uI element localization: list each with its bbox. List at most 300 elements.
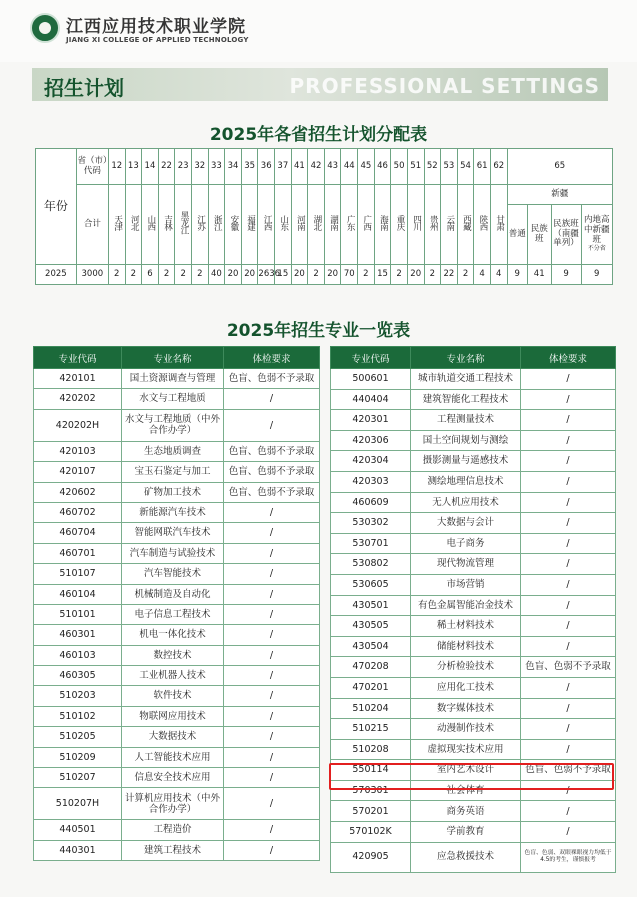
province-name: 福建 [245,215,256,231]
banner-title-en: PROFESSIONAL SETTINGS [289,74,600,98]
table-row [331,492,616,513]
table-row [34,389,320,409]
major-req-cell: / [224,625,320,645]
major-req-cell: / [224,686,320,706]
table-row [34,604,320,624]
province-value-cell: 2 [457,265,474,285]
xinjiang-sub-label: 民族班（南疆单列） [553,218,579,249]
col-header-name: 专业名称 [122,347,224,369]
major-req-cell: / [521,801,616,822]
province-name-cell [341,185,358,265]
province-code-cell: 50 [391,149,408,185]
major-req-cell: / [521,636,616,657]
province-code-cell: 41 [291,149,308,185]
province-value-cell: 2 [175,265,192,285]
major-name-cell: 电子信息工程技术 [122,604,224,624]
major-req-cell: / [521,780,616,801]
major-name-cell: 新能源汽车技术 [122,502,224,522]
major-req-cell: / [521,574,616,595]
major-name-cell: 宝玉石鉴定与加工 [122,462,224,482]
table-row [34,706,320,726]
major-req-cell: / [224,706,320,726]
table-row [34,645,320,665]
province-code-cell: 35 [241,149,258,185]
major-name-cell: 工程测量技术 [411,410,521,431]
major-name-cell: 市场营销 [411,574,521,595]
majors-title: 2025年招生专业一览表 [226,321,411,341]
table-row [34,840,320,860]
province-code-cell: 32 [191,149,208,185]
province-name: 浙江 [212,215,223,231]
province-code-cell: 36 [258,149,275,185]
province-code-cell: 12 [108,149,125,185]
major-req-cell: / [224,389,320,409]
province-name: 西藏 [461,215,472,231]
major-name-cell: 数字媒体技术 [411,698,521,719]
table-row [34,666,320,686]
col-header-code: 专业代码 [34,347,122,369]
major-req-cell: / [224,584,320,604]
province-name-cell [324,185,341,265]
major-name-cell: 物联网应用技术 [122,706,224,726]
major-name-cell: 水文与工程地质 [122,389,224,409]
major-code-cell: 420202 [34,389,122,409]
col-header-code: 专业代码 [331,347,411,369]
major-code-cell: 570301 [331,780,411,801]
xinjiang-value-cell: 9 [581,265,612,285]
province-value-cell: 2 [358,265,375,285]
major-req-cell: / [224,604,320,624]
province-name: 安徽 [228,215,239,231]
major-name-cell: 国土空间规划与测绘 [411,430,521,451]
major-req-cell: 色盲、色弱不予录取 [224,441,320,461]
major-code-cell: 510204 [331,698,411,719]
major-name-cell: 生态地质调查 [122,441,224,461]
province-code-cell: 52 [424,149,441,185]
major-code-cell: 420107 [34,462,122,482]
major-req-cell: 色盲、色弱不予录取 [224,482,320,502]
major-code-cell: 460702 [34,502,122,522]
table-row [331,471,616,492]
major-req-cell: 色盲、色弱不予录取 [521,657,616,678]
col-header-name: 专业名称 [411,347,521,369]
majors-table-right [330,346,616,873]
province-code-cell: 14 [142,149,159,185]
province-code-cell: 33 [208,149,225,185]
major-name-cell: 无人机应用技术 [411,492,521,513]
table-row [34,820,320,840]
province-value-cell: 22 [441,265,458,285]
table-row [34,462,320,482]
province-name-cell [374,185,391,265]
highlight-box [329,763,614,790]
school-name-en: JIANG XI COLLEGE OF APPLIED TECHNOLOGY [66,36,249,44]
major-name-cell: 汽车制造与试验技术 [122,543,224,563]
province-code-cell: 62 [490,149,507,185]
province-name-cell [358,185,375,265]
province-code-cell: 54 [457,149,474,185]
province-name: 天津 [112,215,123,231]
major-name-cell: 大数据与会计 [411,513,521,534]
province-name-cell [258,185,275,265]
major-req-cell: 色盲、色弱、双眼裸眼视力均低于4.5的考生，谨慎报考 [521,842,616,872]
province-name-cell [175,185,192,265]
province-value-cell: 20 [291,265,308,285]
province-name: 河南 [295,215,306,231]
province-value-cell: 15 [374,265,391,285]
major-req-cell: 色盲、色弱不予录取 [224,462,320,482]
major-req-cell: / [521,369,616,390]
province-name-cell [391,185,408,265]
table-row [34,788,320,820]
major-req-cell: / [521,739,616,760]
major-name-cell: 信息安全技术应用 [122,768,224,788]
section-banner [32,68,608,101]
province-code-cell: 53 [441,149,458,185]
province-name: 山东 [278,215,289,231]
major-name-cell: 测绘地理信息技术 [411,471,521,492]
province-value-cell: 2 [191,265,208,285]
province-code-cell: 23 [175,149,192,185]
major-name-cell: 数控技术 [122,645,224,665]
major-name-cell: 机械制造及自动化 [122,584,224,604]
province-value-cell: 2636 [258,265,275,285]
major-req-cell: / [521,595,616,616]
major-name-cell: 计算机应用技术（中外合作办学） [122,788,224,820]
major-name-cell: 室内艺术设计 [411,760,521,781]
major-name-cell: 软件技术 [122,686,224,706]
table-row [331,636,616,657]
major-name-cell: 汽车智能技术 [122,564,224,584]
province-name: 湖北 [311,215,322,231]
major-req-cell: / [521,492,616,513]
xinjiang-sub-label: 民族班 [530,223,548,244]
allocation-title: 2025年各省招生计划分配表 [209,125,428,145]
province-code-cell: 44 [341,149,358,185]
major-code-cell: 510101 [34,604,122,624]
table-row [34,584,320,604]
year-header: 年份 [36,149,77,265]
province-value-cell: 20 [324,265,341,285]
province-name: 重庆 [394,215,405,231]
major-req-cell: / [521,719,616,740]
major-req-cell: / [521,451,616,472]
province-name: 湖南 [328,215,339,231]
province-value-cell: 2 [391,265,408,285]
major-name-cell: 学前教育 [411,822,521,843]
major-code-cell: 510102 [34,706,122,726]
province-code-cell: 45 [358,149,375,185]
province-value-cell: 6 [142,265,159,285]
province-name-cell [275,185,292,265]
major-req-cell: / [224,788,320,820]
table-row [331,677,616,698]
province-code-cell: 43 [324,149,341,185]
major-code-cell: 530802 [331,554,411,575]
major-req-cell: 色盲、色弱不予录取 [521,760,616,781]
major-req-cell: / [224,502,320,522]
province-name: 海南 [378,215,389,231]
major-name-cell: 电子商务 [411,533,521,554]
major-name-cell: 应急救援技术 [411,842,521,872]
table-row [331,574,616,595]
major-name-cell: 城市轨道交通工程技术 [411,369,521,390]
major-name-cell: 建筑智能化工程技术 [411,389,521,410]
province-name-cell [191,185,208,265]
major-code-cell: 530605 [331,574,411,595]
major-req-cell: / [521,616,616,637]
province-value-cell: 2 [158,265,175,285]
major-req-cell: / [224,645,320,665]
major-code-cell: 510209 [34,747,122,767]
xinjiang-sub-label: 普通 [508,228,526,239]
province-code-cell: 34 [225,149,242,185]
major-req-cell: / [521,471,616,492]
major-req-cell: / [224,523,320,543]
xinjiang-value-cell: 9 [507,265,527,285]
province-code-cell: 37 [275,149,292,185]
province-name-cell [308,185,325,265]
page-header [0,0,637,62]
table-row [331,451,616,472]
table-row [331,389,616,410]
province-name-cell [291,185,308,265]
table-row [331,842,616,872]
major-name-cell: 现代物流管理 [411,554,521,575]
major-req-cell: / [521,554,616,575]
major-name-cell: 工程造价 [122,820,224,840]
table-row [331,822,616,843]
banner-title: 招生计划 [44,76,124,100]
major-code-cell: 420905 [331,842,411,872]
major-req-cell: / [521,822,616,843]
province-name: 广东 [345,215,356,231]
table-row [34,768,320,788]
major-req-cell: / [521,533,616,554]
major-name-cell: 分析检验技术 [411,657,521,678]
table-row [34,523,320,543]
table-row [331,554,616,575]
major-req-cell: 色盲、色弱不予录取 [224,369,320,389]
table-row [331,801,616,822]
province-value-cell: 15 [275,265,292,285]
major-name-cell: 工业机器人技术 [122,666,224,686]
major-name-cell: 摄影测量与遥感技术 [411,451,521,472]
major-name-cell: 人工智能技术应用 [122,747,224,767]
province-name: 广西 [361,215,372,231]
major-code-cell: 440404 [331,389,411,410]
major-code-cell: 530302 [331,513,411,534]
province-name: 陕西 [478,215,489,231]
table-row [331,595,616,616]
major-name-cell: 国土资源调查与管理 [122,369,224,389]
major-req-cell: / [224,727,320,747]
table-row [331,513,616,534]
major-code-cell: 430505 [331,616,411,637]
xinjiang-sub-header [527,205,551,265]
code-header: 省（市）代码 [76,149,108,185]
major-req-cell: / [224,768,320,788]
major-req-cell: / [521,513,616,534]
major-name-cell: 应用化工技术 [411,677,521,698]
table-row [34,564,320,584]
xinjiang-sub-header [551,205,581,265]
province-name: 山西 [145,215,156,231]
major-code-cell: 510107 [34,564,122,584]
table-row [331,657,616,678]
allocation-table [35,148,613,285]
majors-table-left [33,346,320,861]
province-name: 贵州 [428,215,439,231]
table-row [34,747,320,767]
province-name: 甘肃 [494,215,505,231]
province-name: 四川 [411,215,422,231]
major-code-cell: 460701 [34,543,122,563]
major-code-cell: 430501 [331,595,411,616]
major-req-cell: / [224,564,320,584]
major-code-cell: 570201 [331,801,411,822]
province-value-cell: 4 [474,265,491,285]
major-req-cell: / [224,409,320,441]
xinjiang-header: 新疆 [507,185,612,205]
major-name-cell: 虚拟现实技术应用 [411,739,521,760]
col-header-req: 体检要求 [224,347,320,369]
major-code-cell: 440501 [34,820,122,840]
major-code-cell: 460609 [331,492,411,513]
major-code-cell: 470201 [331,677,411,698]
table-row [34,441,320,461]
province-name-cell [407,185,424,265]
province-code-cell: 42 [308,149,325,185]
province-value-cell: 2 [308,265,325,285]
major-name-cell: 机电一体化技术 [122,625,224,645]
major-code-cell: 430504 [331,636,411,657]
major-name-cell: 稀土材料技术 [411,616,521,637]
major-code-cell: 460103 [34,645,122,665]
major-name-cell: 建筑工程技术 [122,840,224,860]
province-name-cell [158,185,175,265]
province-name-cell [424,185,441,265]
major-code-cell: 460301 [34,625,122,645]
major-code-cell: 510207 [34,768,122,788]
table-row [331,616,616,637]
province-name: 吉林 [162,215,173,231]
province-name-cell [208,185,225,265]
xinjiang-sub-header [507,205,527,265]
major-name-cell: 水文与工程地质（中外合作办学） [122,409,224,441]
province-name-cell [490,185,507,265]
major-code-cell: 510205 [34,727,122,747]
major-code-cell: 420602 [34,482,122,502]
school-logo [30,13,60,43]
province-name-cell [125,185,142,265]
major-name-cell: 有色金属智能冶金技术 [411,595,521,616]
major-code-cell: 420306 [331,430,411,451]
major-code-cell: 460104 [34,584,122,604]
xinjiang-value-cell: 41 [527,265,551,285]
major-code-cell: 420304 [331,451,411,472]
table-row [331,410,616,431]
table-row [331,698,616,719]
province-name: 黑龙江 [179,211,190,234]
major-code-cell: 420103 [34,441,122,461]
total-cell: 3000 [76,265,108,285]
province-name-cell [474,185,491,265]
school-name: 江西应用技术职业学院 [66,17,246,37]
year-cell: 2025 [36,265,77,285]
major-code-cell: 460305 [34,666,122,686]
province-value-cell: 4 [490,265,507,285]
table-row [34,502,320,522]
province-code-cell: 22 [158,149,175,185]
province-name-cell [457,185,474,265]
major-name-cell: 储能材料技术 [411,636,521,657]
table-row [331,739,616,760]
major-code-cell: 550114 [331,760,411,781]
major-code-cell: 530701 [331,533,411,554]
province-name-cell [108,185,125,265]
province-code-cell: 46 [374,149,391,185]
xinjiang-value-cell: 9 [551,265,581,285]
table-row [331,533,616,554]
table-row [34,727,320,747]
major-code-cell: 570102K [331,822,411,843]
major-req-cell: / [224,543,320,563]
major-code-cell: 440301 [34,840,122,860]
major-code-cell: 420303 [331,471,411,492]
major-req-cell: / [521,677,616,698]
major-name-cell: 大数据技术 [122,727,224,747]
province-name-cell [225,185,242,265]
province-code-cell: 51 [407,149,424,185]
table-row [34,686,320,706]
province-value-cell: 40 [208,265,225,285]
major-req-cell: / [224,666,320,686]
major-code-cell: 470208 [331,657,411,678]
major-code-cell: 460704 [34,523,122,543]
province-value-cell: 20 [241,265,258,285]
major-code-cell: 500601 [331,369,411,390]
col-header-req: 体检要求 [521,347,616,369]
province-code-cell: 13 [125,149,142,185]
province-name: 江苏 [195,215,206,231]
major-req-cell: / [521,698,616,719]
major-req-cell: / [521,389,616,410]
major-code-cell: 510208 [331,739,411,760]
table-row [34,625,320,645]
table-row [331,369,616,390]
table-row [34,482,320,502]
major-code-cell: 510207H [34,788,122,820]
major-code-cell: 420202H [34,409,122,441]
major-code-cell: 420301 [331,410,411,431]
major-name-cell: 矿物加工技术 [122,482,224,502]
province-value-cell: 20 [407,265,424,285]
table-row [331,430,616,451]
xinjiang-code-cell: 65 [507,149,612,185]
province-value-cell: 2 [125,265,142,285]
major-req-cell: / [224,840,320,860]
major-code-cell: 510215 [331,719,411,740]
province-name: 河北 [129,215,140,231]
major-code-cell: 420101 [34,369,122,389]
province-value-cell: 2 [424,265,441,285]
major-name-cell: 动漫制作技术 [411,719,521,740]
major-code-cell: 510203 [34,686,122,706]
province-name: 云南 [444,215,455,231]
major-name-cell: 智能网联汽车技术 [122,523,224,543]
province-code-cell: 61 [474,149,491,185]
